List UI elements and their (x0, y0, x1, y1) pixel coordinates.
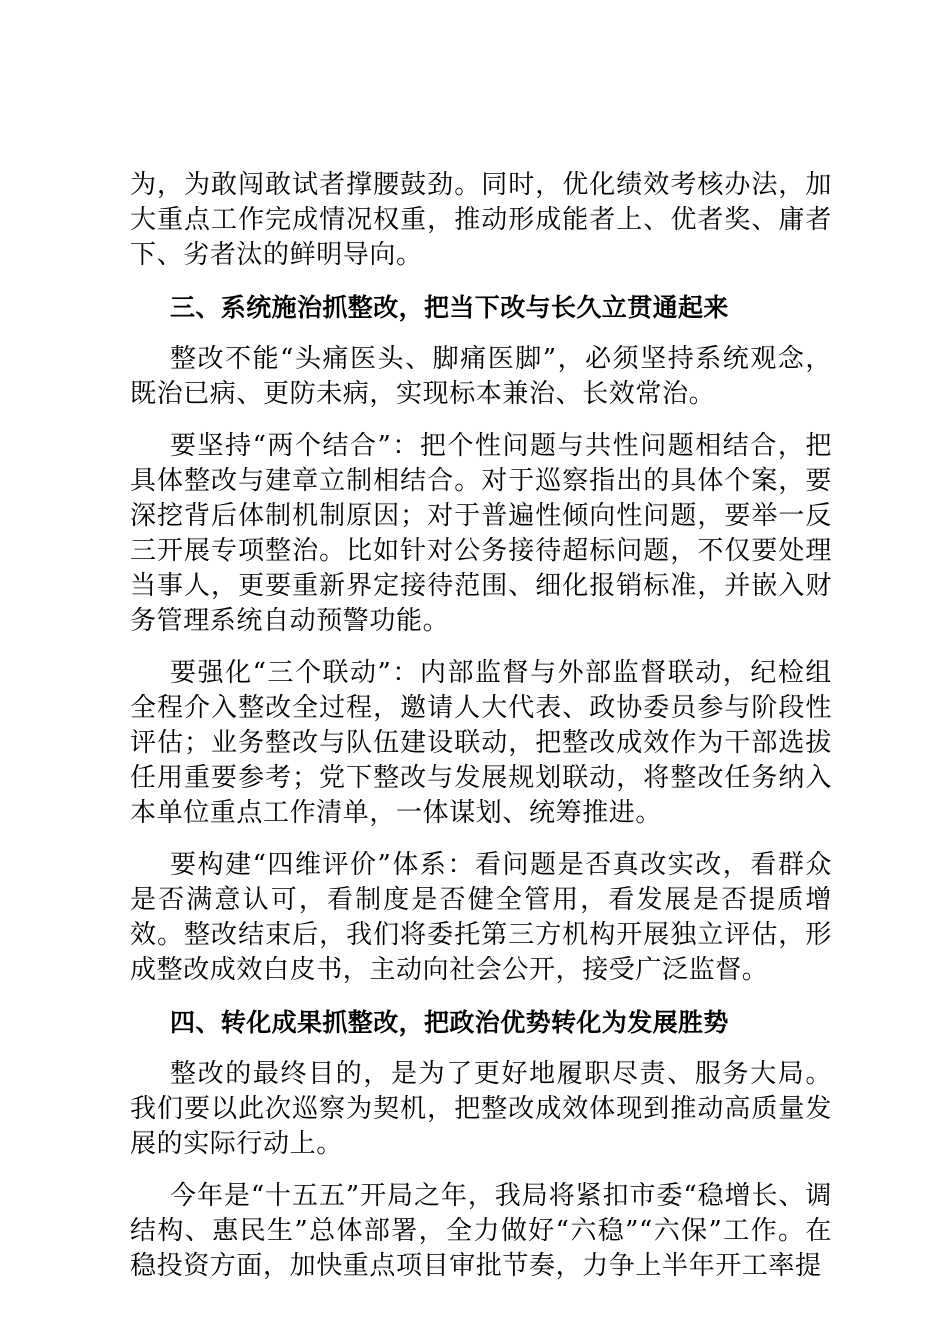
section-heading-3: 三、系统施治抓整改，把当下改与长久立贯通起来 (170, 293, 729, 322)
paragraph-3: 要坚持“两个结合”：把个性问题与共性问题相结合，把具体整改与建章立制相结合。对于巡察指出的具体个案，要深挖背后体制机制原因；对于普遍性倾向性问题，要举一反三开展专项整治。比如针对公务接待超标问题，不仅要处理当事人，更要重新界定接待范围、细化报销标准，并嵌入财务管理系统自动预警功能。 (130, 431, 832, 636)
paragraph-6: 整改的最终目的，是为了更好地履职尽责、服务大局。我们要以此次巡察为契机，把整改成效体现到推动高质量发展的实际行动上。 (130, 1059, 832, 1159)
paragraph-5: 要构建“四维评价”体系：看问题是否真改实改，看群众是否满意认可，看制度是否健全管用，看发展是否提质增效。整改结束后，我们将委托第三方机构开展独立评估，形成整改成效白皮书，主动向社会公开，接受广泛监督。 (130, 850, 832, 985)
paragraph-4: 要强化“三个联动”：内部监督与外部监督联动，纪检组全程介入整改全过程，邀请人大代表、政协委员参与阶段性评估；业务整改与队伍建设联动，把整改成效作为干部选拔任用重要参考；党下整改与发展规划联动，将整改任务纳入本单位重点工作清单，一体谋划、统筹推进。 (130, 658, 832, 828)
section-heading-4: 四、转化成果抓整改，把政治优势转化为发展胜势 (170, 1008, 729, 1037)
document-page (130, 168, 832, 1301)
paragraph-7: 今年是“十五五”开局之年，我局将紧扣市委“稳增长、调结构、惠民生”总体部署，全力做好“六稳”“六保”工作。在稳投资方面，加快重点项目审批节奏，力争上半年开工率提 (130, 1181, 832, 1281)
paragraph-1: 为，为敢闯敢试者撑腰鼓劲。同时，优化绩效考核办法，加大重点工作完成情况权重，推动形成能者上、优者奖、庸者下、劣者汰的鲜明导向。 (130, 170, 832, 270)
paragraph-2: 整改不能“头痛医头、脚痛医脚”，必须坚持系统观念，既治已病、更防未病，实现标本兼治、长效常治。 (130, 344, 832, 409)
